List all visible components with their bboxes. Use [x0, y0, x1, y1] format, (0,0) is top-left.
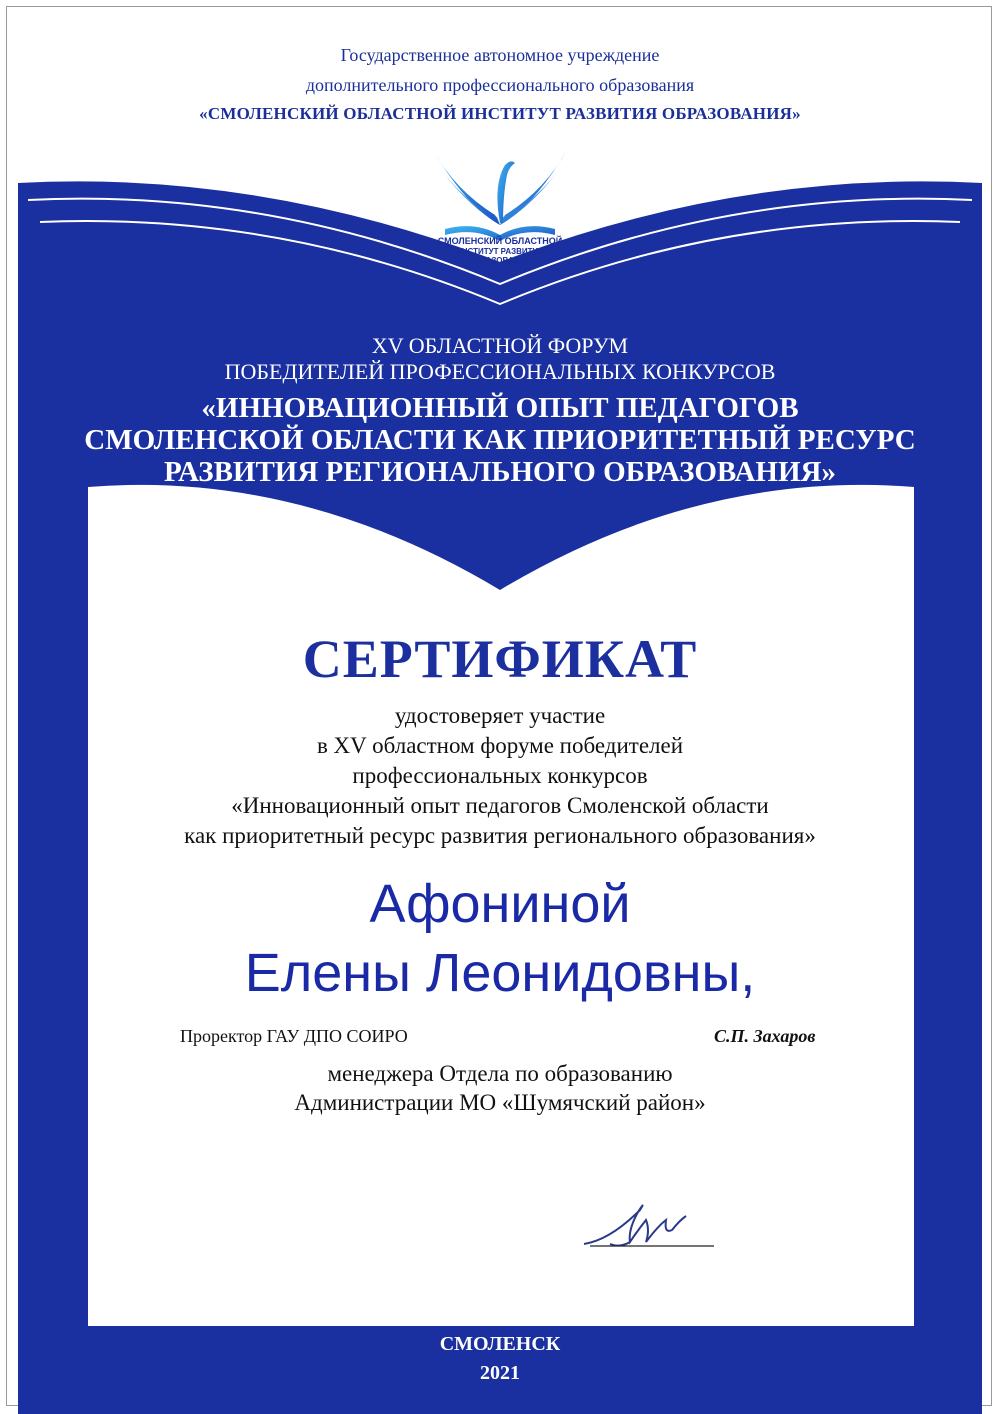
forum-theme-line3: РАЗВИТИЯ РЕГИОНАЛЬНОГО ОБРАЗОВАНИЯ»: [164, 456, 836, 488]
recipient-given-names: Елены Леонидовны,: [244, 943, 756, 1003]
certificate-body-line: профессиональных конкурсов: [352, 763, 648, 788]
institution-type: Государственное автономное учреждение: [340, 45, 660, 65]
certificate-body-line: в XV областном форуме победителей: [316, 733, 684, 758]
forum-title-line1: XV ОБЛАСТНОЙ ФОРУМ: [371, 333, 629, 358]
forum-theme-line2: СМОЛЕНСКОЙ ОБЛАСТИ КАК ПРИОРИТЕТНЫЙ РЕСУРС: [84, 424, 916, 456]
handwritten-signature-icon: [580, 1190, 720, 1260]
logo-text-line1: СМОЛЕНСКИЙ ОБЛАСТНОЙ: [437, 236, 563, 246]
forum-title-line2: ПОБЕДИТЕЛЕЙ ПРОФЕССИОНАЛЬНЫХ КОНКУРСОВ: [224, 359, 776, 384]
logo-text-line2: ИНСТИТУТ РАЗВИТИЯ ОБРАЗОВАНИЯ: [455, 247, 545, 265]
footer-city: СМОЛЕНСК: [439, 1333, 561, 1355]
certificate-body-line: удостоверяет участие: [394, 703, 606, 728]
certificate-body-line: как приоритетный ресурс развития регионального образования»: [184, 823, 816, 848]
certificate-title: СЕРТИФИКАТ: [302, 629, 698, 689]
forum-theme-line1: «ИННОВАЦИОННЫЙ ОПЫТ ПЕДАГОГОВ: [201, 392, 799, 424]
certificate-body-line: «Инновационный опыт педагогов Смоленской области: [231, 793, 769, 818]
institution-name: «СМОЛЕНСКИЙ ОБЛАСТНОЙ ИНСТИТУТ РАЗВИТИЯ ОБРАЗОВАНИЯ»: [199, 104, 801, 123]
recipient-organization: Администрации МО «Шумячский район»: [294, 1090, 706, 1115]
recipient-surname: Афониной: [369, 874, 631, 934]
signatory-role: Проректор ГАУ ДПО СОИРО: [180, 1026, 408, 1046]
recipient-position: менеджера Отдела по образованию: [327, 1061, 673, 1086]
signatory-name: С.П. Захаров: [714, 1026, 816, 1046]
institution-subtype: дополнительного профессионального образования: [305, 75, 695, 95]
footer-year: 2021: [480, 1362, 520, 1384]
